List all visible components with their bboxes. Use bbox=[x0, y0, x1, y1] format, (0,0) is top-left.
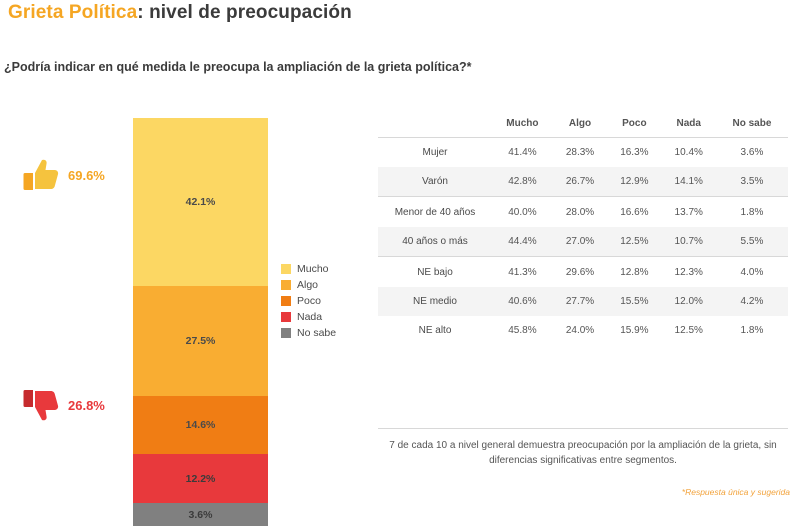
cell-algo: 29.6% bbox=[553, 257, 607, 288]
cell-no-sabe: 3.5% bbox=[716, 167, 788, 197]
bar-label-nada: 12.2% bbox=[185, 472, 216, 485]
table-row bbox=[378, 257, 788, 288]
cell-poco: 15.9% bbox=[620, 325, 649, 336]
cell-poco: 12.5% bbox=[607, 227, 661, 257]
cell-poco: 12.8% bbox=[607, 257, 661, 288]
cell-poco: 16.3% bbox=[607, 138, 661, 168]
legend-swatch-icon bbox=[281, 264, 291, 274]
row-label: Varón bbox=[378, 167, 492, 197]
table-header-poco: Poco bbox=[622, 118, 647, 129]
cell-no-sabe: 3.6% bbox=[716, 138, 788, 168]
cell-mucho: 41.3% bbox=[492, 257, 553, 288]
legend-label-mucho: Mucho bbox=[297, 262, 329, 275]
table-row bbox=[378, 167, 788, 197]
table-header-blank bbox=[378, 114, 492, 138]
table-header-mucho: Mucho bbox=[506, 118, 539, 129]
table-header-row bbox=[378, 114, 788, 138]
table-row bbox=[378, 197, 788, 228]
cell-algo: 28.0% bbox=[553, 197, 607, 228]
legend-item-no-sabe bbox=[281, 325, 336, 340]
cell-nada: 12.3% bbox=[662, 257, 716, 288]
cell-mucho: 42.8% bbox=[492, 167, 553, 197]
table-row bbox=[378, 227, 788, 257]
row-label: NE alto bbox=[418, 325, 452, 336]
bar-segment-poco bbox=[133, 396, 268, 454]
positive-summary bbox=[22, 155, 105, 195]
cell-mucho: 40.6% bbox=[492, 287, 553, 316]
cell-nada: 12.0% bbox=[662, 287, 716, 316]
table-header-no-sabe: No sabe bbox=[732, 118, 772, 129]
cell-poco: 16.6% bbox=[607, 197, 661, 228]
cell-no-sabe: 5.5% bbox=[716, 227, 788, 257]
chart-legend bbox=[281, 261, 336, 341]
bar-segment-nada bbox=[133, 454, 268, 503]
segment-breakdown-table bbox=[378, 114, 788, 345]
bar-label-poco: 14.6% bbox=[185, 419, 216, 431]
page-title-rest: : nivel de preocupación bbox=[137, 2, 352, 23]
legend-swatch-icon bbox=[281, 312, 291, 322]
cell-poco: 15.5% bbox=[607, 287, 661, 316]
cell-no-sabe: 1.8% bbox=[716, 197, 788, 228]
legend-item-poco bbox=[281, 293, 336, 308]
cell-algo: 27.7% bbox=[553, 287, 607, 316]
table-row bbox=[378, 287, 788, 316]
cell-algo: 28.3% bbox=[553, 138, 607, 168]
legend-label-poco: Poco bbox=[297, 294, 321, 307]
survey-question: ¿Podría indicar en qué medida le preocupa la ampliación de la grieta política?* bbox=[4, 60, 472, 74]
legend-item-mucho bbox=[281, 261, 336, 276]
footnote: *Respuesta única y sugerida bbox=[681, 487, 790, 497]
cell-mucho: 41.4% bbox=[492, 138, 553, 168]
cell-no-sabe: 4.0% bbox=[716, 257, 788, 288]
bar-label-no-sabe: 3.6% bbox=[188, 508, 213, 521]
table-row bbox=[378, 138, 788, 168]
stacked-bar-chart bbox=[133, 118, 268, 526]
negative-summary bbox=[22, 385, 105, 425]
row-label: Menor de 40 años bbox=[378, 197, 492, 228]
cell-nada: 12.5% bbox=[674, 325, 703, 336]
cell-mucho: 45.8% bbox=[508, 325, 537, 336]
legend-item-algo bbox=[281, 277, 336, 292]
bar-segment-no-sabe bbox=[133, 503, 268, 526]
page-title-accent: Grieta Política bbox=[8, 2, 138, 23]
bar-segment-mucho bbox=[133, 118, 268, 286]
cell-nada: 13.7% bbox=[662, 197, 716, 228]
bar-label-mucho: 42.1% bbox=[185, 196, 216, 208]
row-label: 40 años o más bbox=[378, 227, 492, 257]
cell-mucho: 40.0% bbox=[492, 197, 553, 228]
cell-no-sabe: 1.8% bbox=[740, 325, 764, 336]
thumbs-down-icon bbox=[22, 385, 62, 425]
cell-mucho: 44.4% bbox=[492, 227, 553, 257]
page-title bbox=[8, 2, 352, 24]
legend-swatch-icon bbox=[281, 296, 291, 306]
row-label: NE medio bbox=[378, 287, 492, 316]
positive-percent: 69.6% bbox=[68, 167, 105, 183]
cell-nada: 10.7% bbox=[662, 227, 716, 257]
bar-label-algo: 27.5% bbox=[185, 335, 216, 347]
insight-note: 7 de cada 10 a nivel general demuestra preocupación por la ampliación de la grieta, sin diferencias significativas entre segmentos. bbox=[378, 428, 788, 468]
legend-swatch-icon bbox=[281, 328, 291, 338]
row-label: Mujer bbox=[378, 138, 492, 168]
legend-label-algo: Algo bbox=[297, 278, 319, 291]
cell-nada: 14.1% bbox=[662, 167, 716, 197]
cell-no-sabe: 4.2% bbox=[716, 287, 788, 316]
row-label: NE bajo bbox=[378, 257, 492, 288]
thumbs-up-icon bbox=[22, 155, 62, 195]
bar-segment-algo bbox=[133, 286, 268, 396]
cell-poco: 12.9% bbox=[607, 167, 661, 197]
cell-algo: 26.7% bbox=[553, 167, 607, 197]
cell-nada: 10.4% bbox=[662, 138, 716, 168]
legend-label-no-sabe: No sabe bbox=[297, 326, 337, 339]
table-header-algo: Algo bbox=[568, 118, 592, 129]
legend-swatch-icon bbox=[281, 280, 291, 290]
cell-algo: 27.0% bbox=[553, 227, 607, 257]
negative-percent: 26.8% bbox=[68, 397, 105, 413]
table-row bbox=[378, 316, 788, 345]
legend-item-nada bbox=[281, 309, 336, 324]
table-header-nada: Nada bbox=[676, 118, 701, 129]
cell-algo: 24.0% bbox=[565, 325, 595, 336]
legend-label-nada: Nada bbox=[297, 310, 323, 323]
